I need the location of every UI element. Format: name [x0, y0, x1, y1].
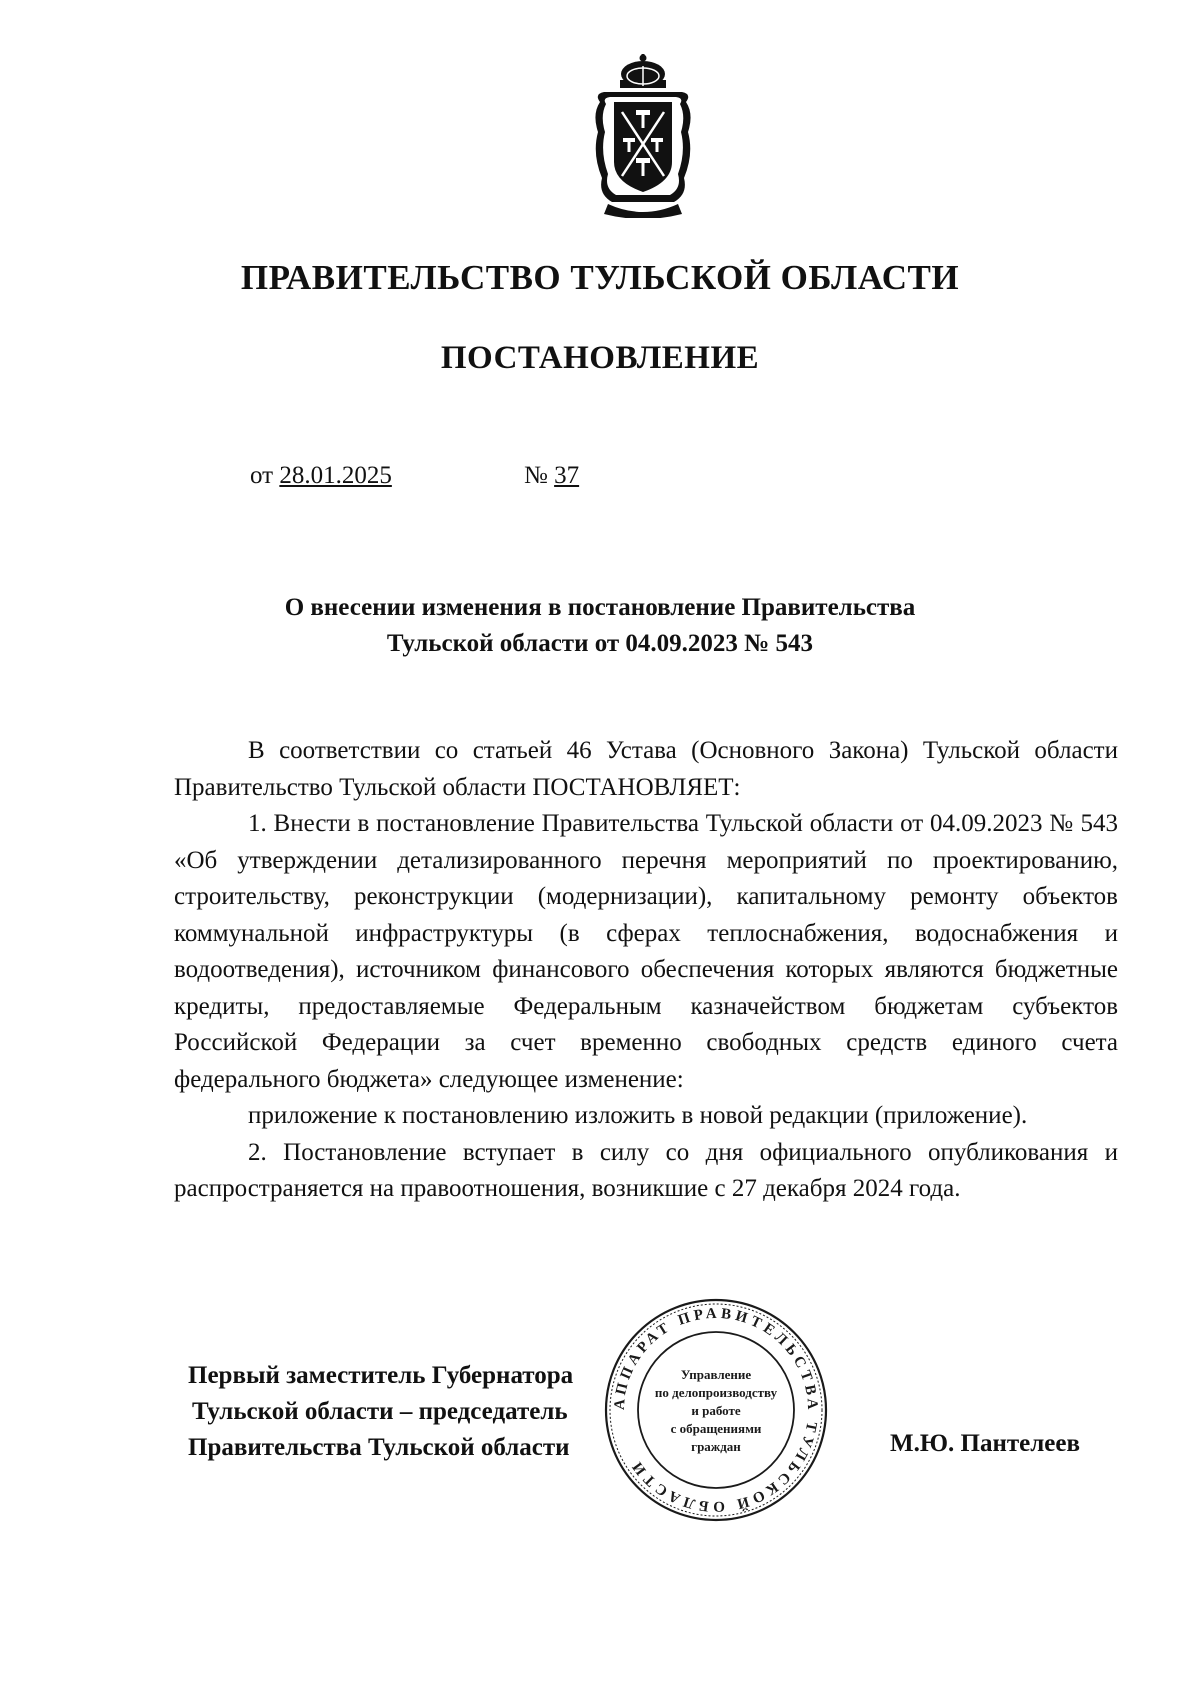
seal-center-line-4: с обращениями	[670, 1421, 762, 1436]
seal-center-line-3: и работе	[691, 1403, 741, 1418]
signatory-name: М.Ю. Пантелеев	[890, 1430, 1080, 1457]
signatory-position-line-3: Правительства Тульской области	[188, 1434, 570, 1461]
organization-title: ПРАВИТЕЛЬСТВО ТУЛЬСКОЙ ОБЛАСТИ	[240, 258, 960, 297]
signatory-position-line-1: Первый заместитель Губернатора	[188, 1362, 574, 1389]
body-paragraph-item-2: 2. Постановление вступает в силу со дня официального опубликования и распространяется на правоотношения, возникшие с 27 декабря 2024 года.	[174, 1138, 1118, 1202]
document-body	[174, 733, 1118, 1208]
body-paragraph-preamble: В соответствии со статьей 46 Устава (Основного Закона) Тульской области Правительство Тульской области ПОСТАНОВЛЯЕТ:	[174, 737, 1118, 801]
number-prefix: №	[524, 462, 548, 489]
document-type: ПОСТАНОВЛЕНИЕ	[440, 340, 760, 376]
coat-of-arms-icon	[590, 54, 696, 218]
date-value: 28.01.2025	[279, 462, 392, 489]
subject-line-2: Тульской области от 04.09.2023 № 543	[386, 630, 814, 657]
seal-center-line-2: по делопроизводству	[654, 1385, 778, 1400]
signatory-position-line-2: Тульской области – председатель	[192, 1398, 568, 1425]
date-prefix: от	[250, 462, 274, 489]
seal-center-line-5: граждан	[691, 1439, 741, 1454]
body-paragraph-item-1: 1. Внести в постановление Правительства Тульской области от 04.09.2023 № 543 «Об утверждении детализированного перечня мероприятий по проектированию, строительству, реконструкции (модернизации), капитальному ремонту объектов коммунальной инфраструктуры (в сферах теплоснабжения, водоснабжения и водоотведения), источником финансового обеспечения которых являются бюджетные кредиты, предоставляемые Федеральным казначейством бюджетам субъектов Российской Федерации за счет временно свободных средств единого счета федерального бюджета» следующее изменение:	[174, 810, 1118, 1093]
number-value: 37	[554, 462, 580, 489]
official-seal-icon	[604, 1296, 828, 1524]
document-number	[524, 462, 579, 490]
signatory-position	[188, 1358, 573, 1466]
document-subject	[0, 590, 1200, 662]
document-date	[250, 462, 392, 490]
subject-line-1: О внесении изменения в постановление Правительства	[284, 594, 916, 621]
body-paragraph-item-1-text: приложение к постановлению изложить в новой редакции (приложение).	[248, 1102, 1028, 1129]
seal-center-line-1: Управление	[680, 1367, 752, 1382]
seal-ring-text: АППАРАТ ПРАВИТЕЛЬСТВА ТУЛЬСКОЙ ОБЛАСТИ	[611, 1305, 821, 1515]
